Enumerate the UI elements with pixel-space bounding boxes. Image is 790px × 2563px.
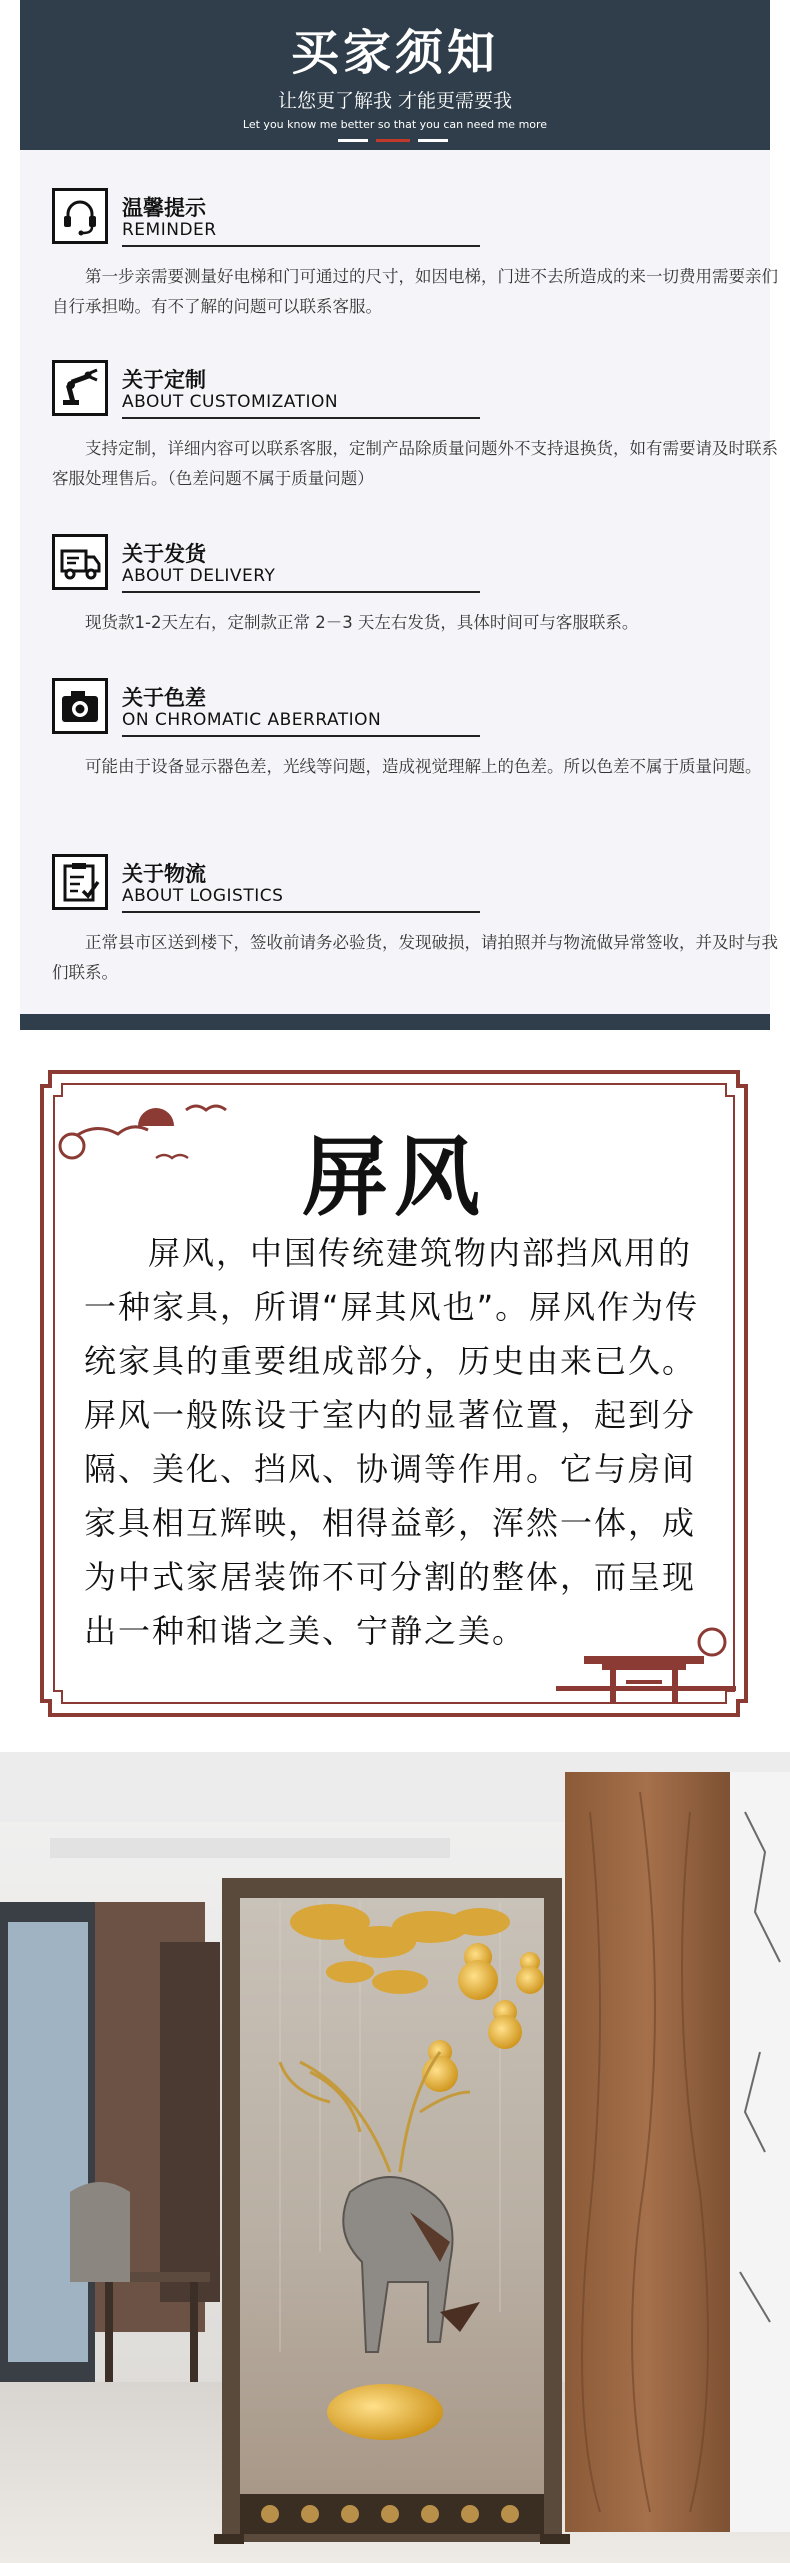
clipboard-check-icon [52,854,108,910]
header-divider [338,139,448,143]
item-divider [122,245,480,247]
item-text: 正常县市区送到楼下，签收前请务必验货，发现破损，请拍照并与物流做异常签收，并及时与我们联系。 [52,933,778,982]
item-text: 支持定制，详细内容可以联系客服，定制产品除质量问题外不支持退换货，如有需要请及时联系客服处理售后。（色差问题不属于质量问题） [52,439,778,488]
item-title-en: REMINDER [122,220,217,240]
item-divider [122,591,480,593]
robot-arm-icon [52,360,108,416]
item-divider [122,911,480,913]
item-divider [122,735,480,737]
item-title-cn: 关于发货 [122,542,206,566]
headset-icon [52,188,108,244]
item-text: 可能由于设备显示器色差，光线等问题，造成视觉理解上的色差。所以色差不属于质量问题。 [85,757,762,776]
notice-footer-bar [20,1014,770,1030]
notice-header [20,0,770,150]
screen-in-room-image [0,1752,790,2563]
item-title-en: ABOUT DELIVERY [122,566,276,586]
item-text: 第一步亲需要测量好电梯和门可通过的尺寸，如因电梯，门进不去所造成的来一切费用需要亲们自行承担呦。有不了解的问题可以联系客服。 [52,267,778,316]
camera-icon [52,678,108,734]
buyer-notice-card [20,0,778,1030]
item-title-cn: 关于定制 [122,368,206,392]
item-title-cn: 温馨提示 [122,196,206,220]
intro-frame [36,1066,752,1721]
product-room-photo [0,1752,790,2563]
item-title-cn: 关于色差 [122,686,206,710]
item-divider [122,417,480,419]
notice-title: 买家须知 [290,25,499,81]
item-title-en: ON CHROMATIC ABERRATION [122,710,382,730]
intro-title: 屏风 [302,1127,486,1228]
notice-subtitle: 让您更了解我 才能更需要我 [277,90,513,112]
item-title-en: ABOUT CUSTOMIZATION [122,392,339,412]
truck-icon [52,534,108,590]
item-title-cn: 关于物流 [122,862,206,886]
item-title-en: ABOUT LOGISTICS [122,886,284,906]
notice-subtitle-en: Let you know me better so that you can need me more [242,118,548,131]
intro-body: 屏风，中国传统建筑物内部挡风用的一种家具，所谓“屏其风也”。屏风作为传统家具的重要组成部分，历史由来已久。屏风一般陈设于室内的显著位置，起到分隔、美化、挡风、协调等作用。它与房间家具相互辉映，相得益彰，浑然一体，成为中式家居装饰不可分割的整体，而呈现出一种和谐之美、宁静之美。 [84,1234,700,1650]
item-text: 现货款1-2天左右，定制款正常 2－3 天左右发货，具体时间可与客服联系。 [85,613,639,632]
